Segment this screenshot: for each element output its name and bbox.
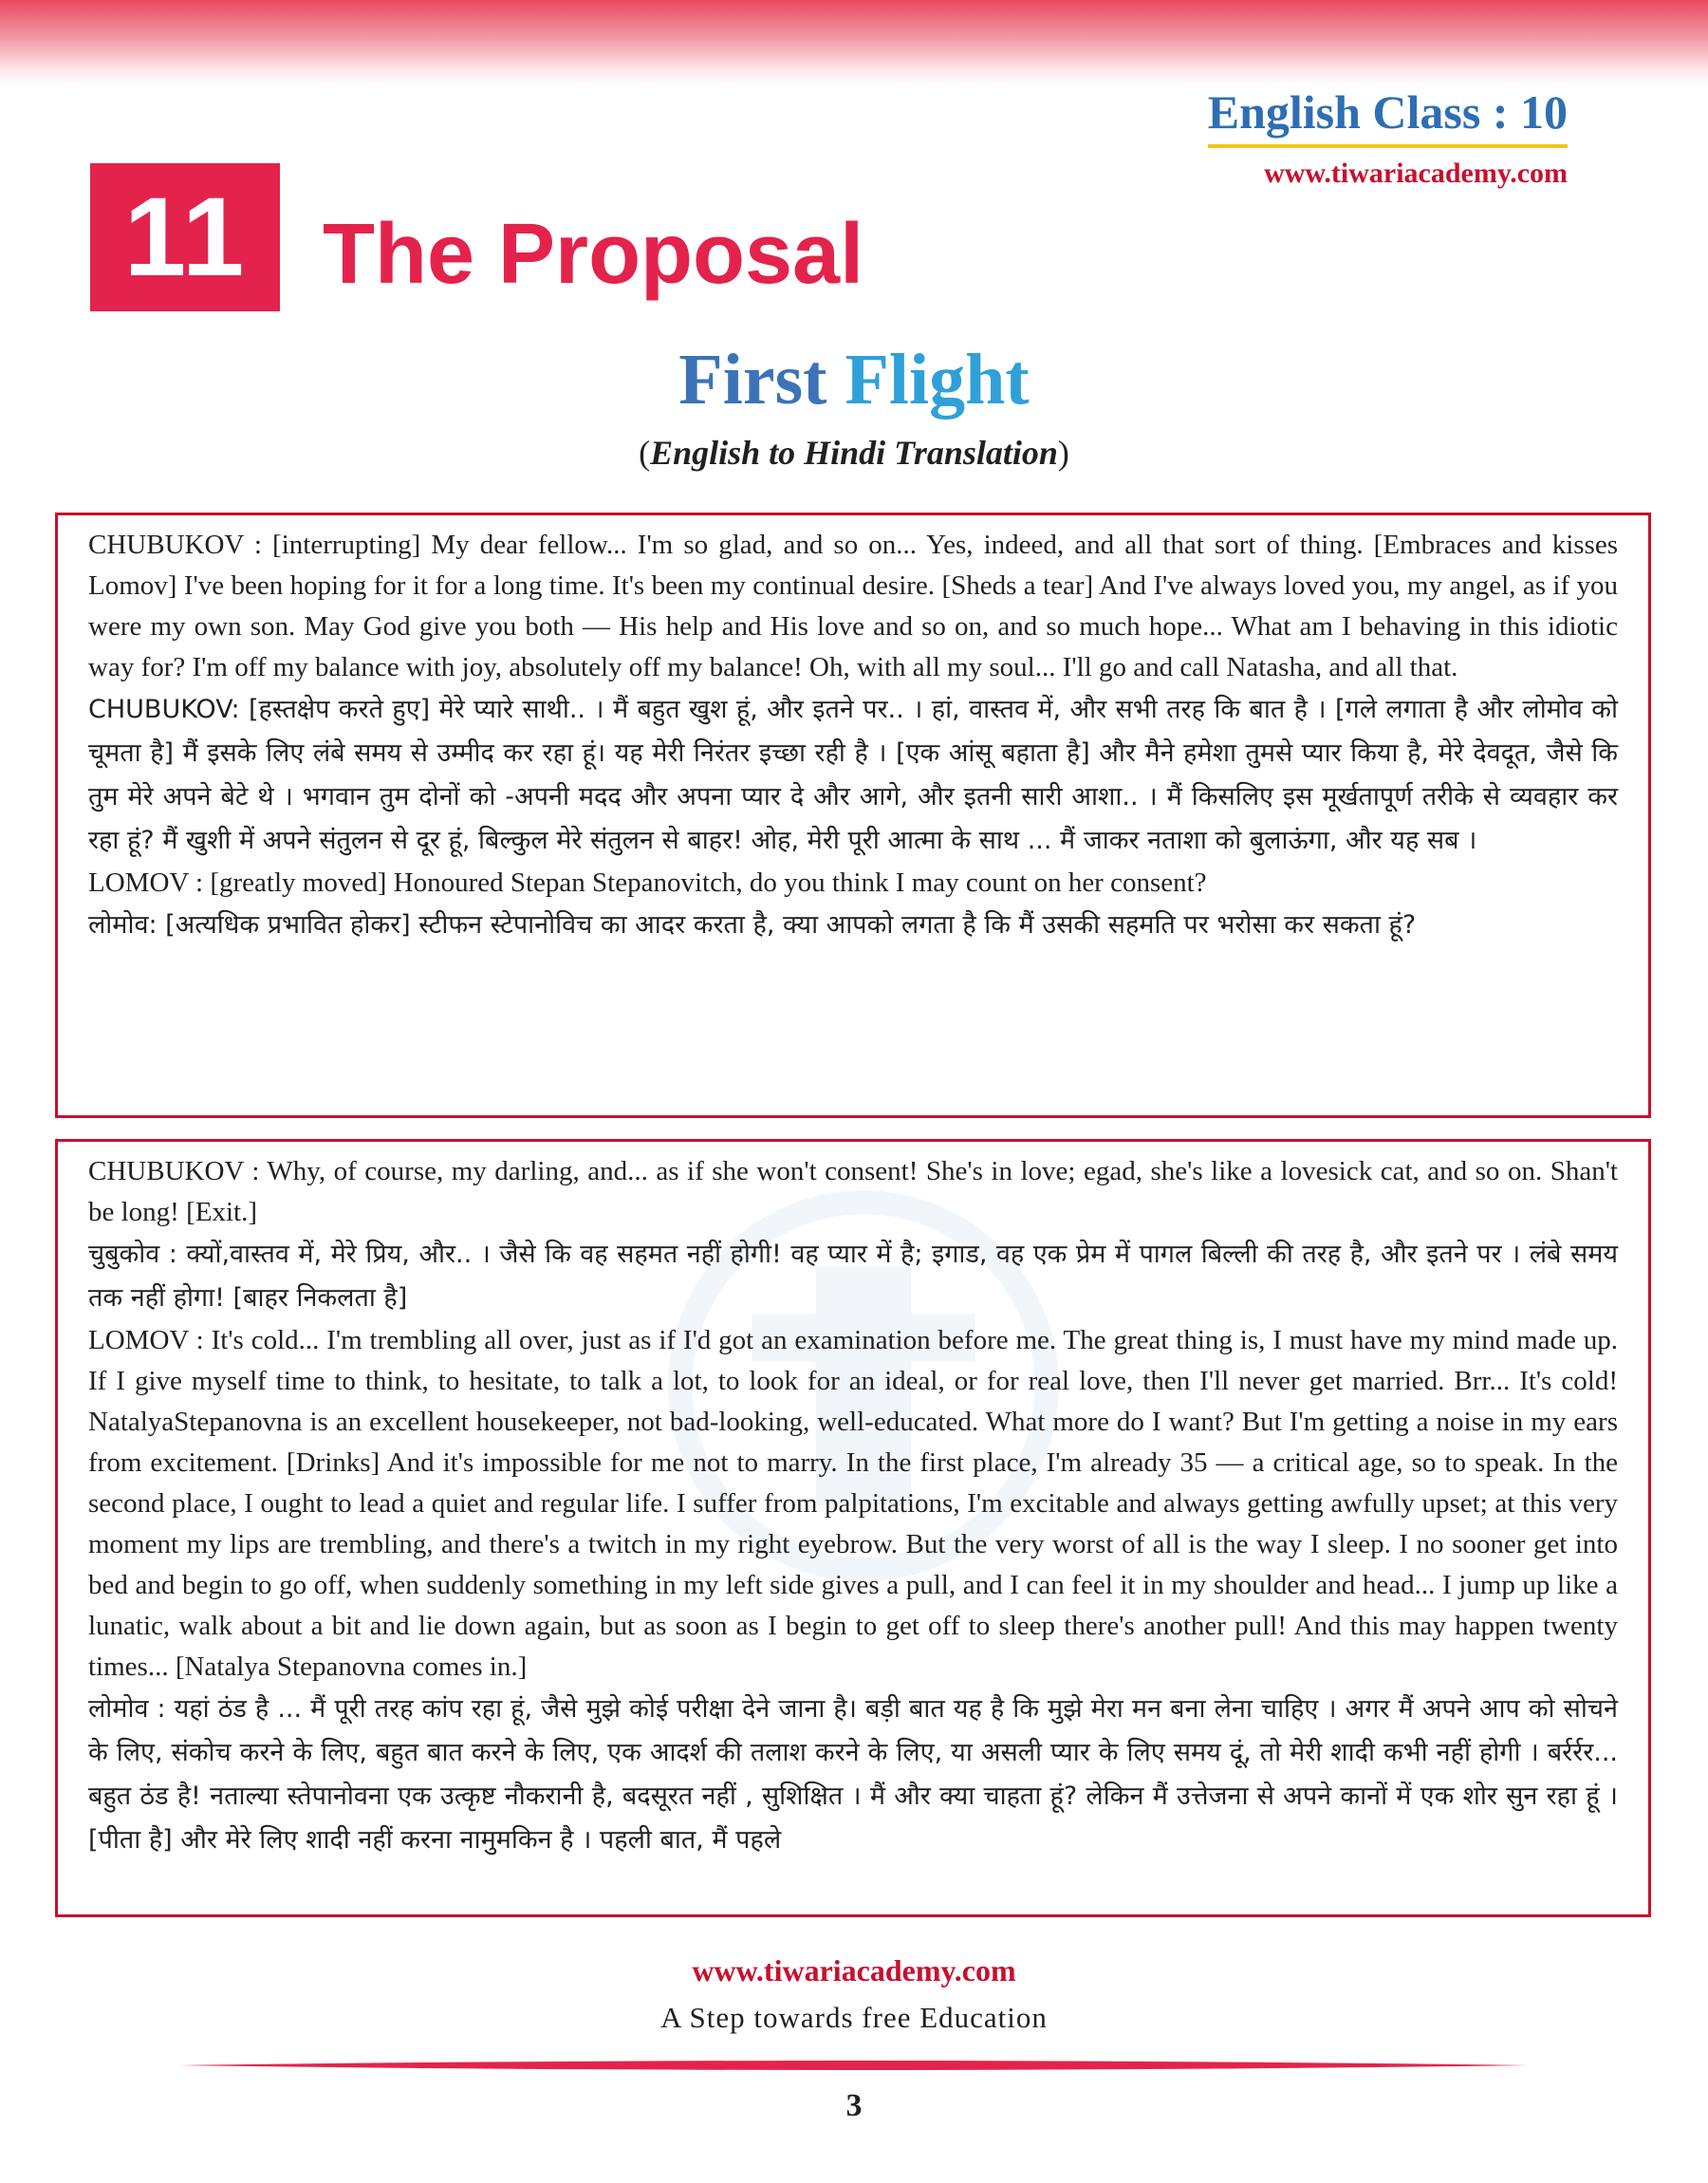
hindi-paragraph: चुबुकोव : क्यों,वास्तव में, मेरे प्रिय, और.. । जैसे कि वह सहमत नहीं होगी! वह प्यार में है; इगाड, वह एक प्रेम में पागल बिल्ली की तरह है, और इतने पर । लंबे समय तक नहीं होगा! [बाहर निकलता है] xyxy=(88,1240,1618,1313)
book-title xyxy=(0,337,1708,422)
footer-divider xyxy=(180,2060,1528,2071)
page-number: 3 xyxy=(845,2088,863,2123)
subtitle-text: English to Hindi Translation xyxy=(650,434,1058,472)
english-paragraph: CHUBUKOV : Why, of course, my darling, and... as if she won't consent! She's in love; egad, she's like a lovesick cat, and so on. Shan't be long! [Exit.] xyxy=(88,1156,1618,1227)
brand-title: English Class : 10 xyxy=(1208,84,1568,148)
hindi-paragraph: लोमोव: [अत्यधिक प्रभावित होकर] स्टीफन स्टेपानोविच का आदर करता है, क्या आपको लगता है कि मैं उसकी सहमति पर भरोसा कर सकता हूं? xyxy=(88,910,1417,940)
english-paragraph: LOMOV : It's cold... I'm trembling all over, just as if I'd got an examination before me. The great thing is, I must have my mind made up. If I give myself time to think, to hesitate, to talk a lot, to look for an ideal, or for real love, then I'll never get married. Brr... It's cold! NatalyaStepanovna is an excellent housekeeper, not bad-looking, well-educated. What more do I want? But I'm getting a noise in my ears from excitement. [Drinks] And it's impossible for me not to marry. In the first place, I'm already 35 — a critical age, so to speak. In the second place, I ought to lead a quiet and regular life. I suffer from palpitations, I'm excitable and always getting awfully upset; at this very moment my lips are trembling, and there's a twitch in my right eyebrow. But the very worst of all is the way I sleep. I no sooner get into bed and begin to go off, when suddenly something in my left side gives a pull, and I can feel it in my shoulder and head... I jump up like a lunatic, walk about a bit and lie down again, but as soon as I begin to get off to sleep there's another pull! And this may happen twenty times... [Natalya Stepanovna comes in.] xyxy=(88,1325,1618,1682)
footer-tagline: A Step towards free Education xyxy=(660,2001,1048,2034)
hindi-paragraph: CHUBUKOV: [हस्तक्षेप करते हुए] मेरे प्यारे साथी.. । मैं बहुत खुश हूं, और इतने पर.. । हां, वास्तव में, और सभी तरह कि बात है । [गले लगाता है और लोमोव को चूमता है] मैं इसके लिए लंबे समय से उम्मीद कर रहा हूं। यह मेरी निरंतर इच्छा रही है । [एक आंसू बहाता है] और मैने हमेशा तुमसे प्यार किया है, मेरे देवदूत, जैसे कि तुम मेरे अपने बेटे थे । भगवान तुम दोनों को -अपनी मदद और अपना प्यार दे और आगे, और इतनी सारी आशा.. । मैं किसलिए इस मूर्खतापूर्ण तरीके से व्यवहार कर रहा हूं? मैं खुशी में अपने संतुलन से दूर हूं, बिल्कुल मेरे संतुलन से बाहर! ओह, मेरी पूरी आत्मा के साथ ... मैं जाकर नताशा को बुलाऊंगा, और यह सब । xyxy=(88,695,1618,855)
top-gradient-band xyxy=(0,0,1708,85)
header-brand xyxy=(1208,84,1568,190)
translation-subtitle xyxy=(0,433,1708,473)
english-paragraph: LOMOV : [greatly moved] Honoured Stepan Stepanovitch, do you think I may count on her consent? xyxy=(88,868,1207,898)
book-title-word-1: First xyxy=(678,340,827,420)
subtitle-close-paren: ) xyxy=(1057,434,1069,472)
book-title-word-2: Flight xyxy=(845,340,1030,420)
brand-url[interactable]: www.tiwariacademy.com xyxy=(1264,158,1568,189)
translation-box-2 xyxy=(55,1139,1651,1917)
english-paragraph: CHUBUKOV : [interrupting] My dear fellow... I'm so glad, and so on... Yes, indeed, and all that sort of thing. [Embraces and kisses Lomov] I've been hoping for it for a long time. It's been my continual desire. [Sheds a tear] And I've always loved you, my angel, as if you were my own son. May God give you both — His help and His love and so on, and so much hope... What am I behaving in this idiotic way for? I'm off my balance with joy, absolutely off my balance! Oh, with all my soul... I'll go and call Natasha, and all that. xyxy=(88,530,1618,682)
hindi-paragraph: लोमोव : यहां ठंड है ... मैं पूरी तरह कांप रहा हूं, जैसे मुझे कोई परीक्षा देने जाना है। बड़ी बात यह है कि मुझे मेरा मन बना लेना चाहिए । अगर मैं अपने आप को सोचने के लिए, संकोच करने के लिए, बहुत बात करने के लिए, एक आदर्श की तलाश करने के लिए, या असली प्यार के लिए समय दूं, तो मेरी शादी कभी नहीं होगी । बर्रर्रर... बहुत ठंड है! नताल्या स्तेपानोवना एक उत्कृष्ट नौकरानी है, बदसूरत नहीं , सुशिक्षित । मैं और क्या चाहता हूं? लेकिन मैं उत्तेजना से अपने कानों में एक शोर सुन रहा हूं । [पीता है] और मेरे लिए शादी नहीं करना नामुमकिन है । पहली बात, मैं पहले xyxy=(88,1694,1618,1855)
chapter-title: The Proposal xyxy=(323,207,864,302)
subtitle-open-paren: ( xyxy=(639,434,651,472)
chapter-number-badge: 11 xyxy=(90,163,280,311)
footer-url[interactable]: www.tiwariacademy.com xyxy=(692,1953,1016,1987)
translation-box-1 xyxy=(55,513,1651,1118)
